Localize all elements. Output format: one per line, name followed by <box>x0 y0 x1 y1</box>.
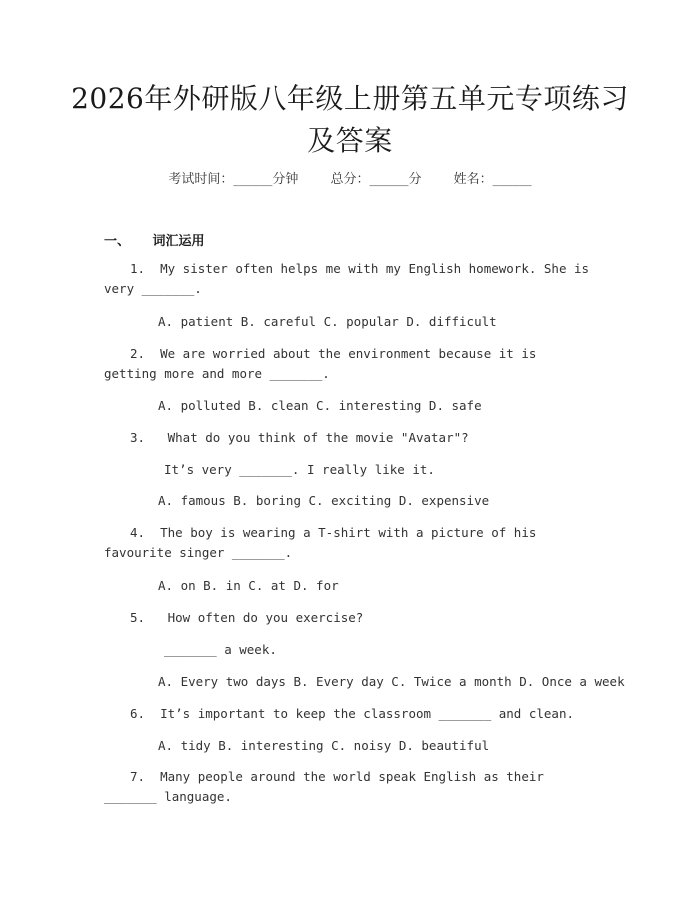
question-5-options: A. Every two days B. Every day C. Twice a month D. Once a week <box>158 674 625 689</box>
question-7: 7. Many people around the world speak English as their _______ language. <box>104 769 552 804</box>
document-title: 2026年外研版八年级上册第五单元专项练习及答案 <box>71 82 629 157</box>
question-3-options: A. famous B. boring C. exciting D. expensive <box>158 493 490 508</box>
exam-score: 总分：______分 <box>330 172 422 187</box>
question-6-options: A. tidy B. interesting C. noisy D. beautiful <box>158 738 490 753</box>
question-4: 4. The boy is wearing a T-shirt with a picture of his favourite singer _______. <box>104 525 544 560</box>
question-2-options: A. polluted B. clean C. interesting D. safe <box>158 398 482 413</box>
question-5-answer-line: _______ a week. <box>164 642 277 657</box>
section-number: 一、 <box>104 234 131 249</box>
question-3-answer-line: It’s very _______. I really like it. <box>164 462 435 477</box>
exam-name: 姓名：______ <box>453 172 532 187</box>
question-3: 3. What do you think of the movie "Avatar"? <box>130 430 469 445</box>
exam-time: 考试时间：______分钟 <box>168 172 299 187</box>
question-5: 5. How often do you exercise? <box>130 610 364 625</box>
section-label: 词汇运用 <box>152 234 205 249</box>
question-1: 1. My sister often helps me with my English homework. She is very _______. <box>104 261 597 296</box>
question-2: 2. We are worried about the environment because it is getting more and more _______. <box>104 346 544 381</box>
question-1-options: A. patient B. careful C. popular D. difficult <box>158 314 497 329</box>
question-6: 6. It’s important to keep the classroom _______ and clean. <box>130 706 575 721</box>
section-heading <box>104 230 205 249</box>
question-4-options: A. on B. in C. at D. for <box>158 578 339 593</box>
exam-meta <box>0 168 700 187</box>
